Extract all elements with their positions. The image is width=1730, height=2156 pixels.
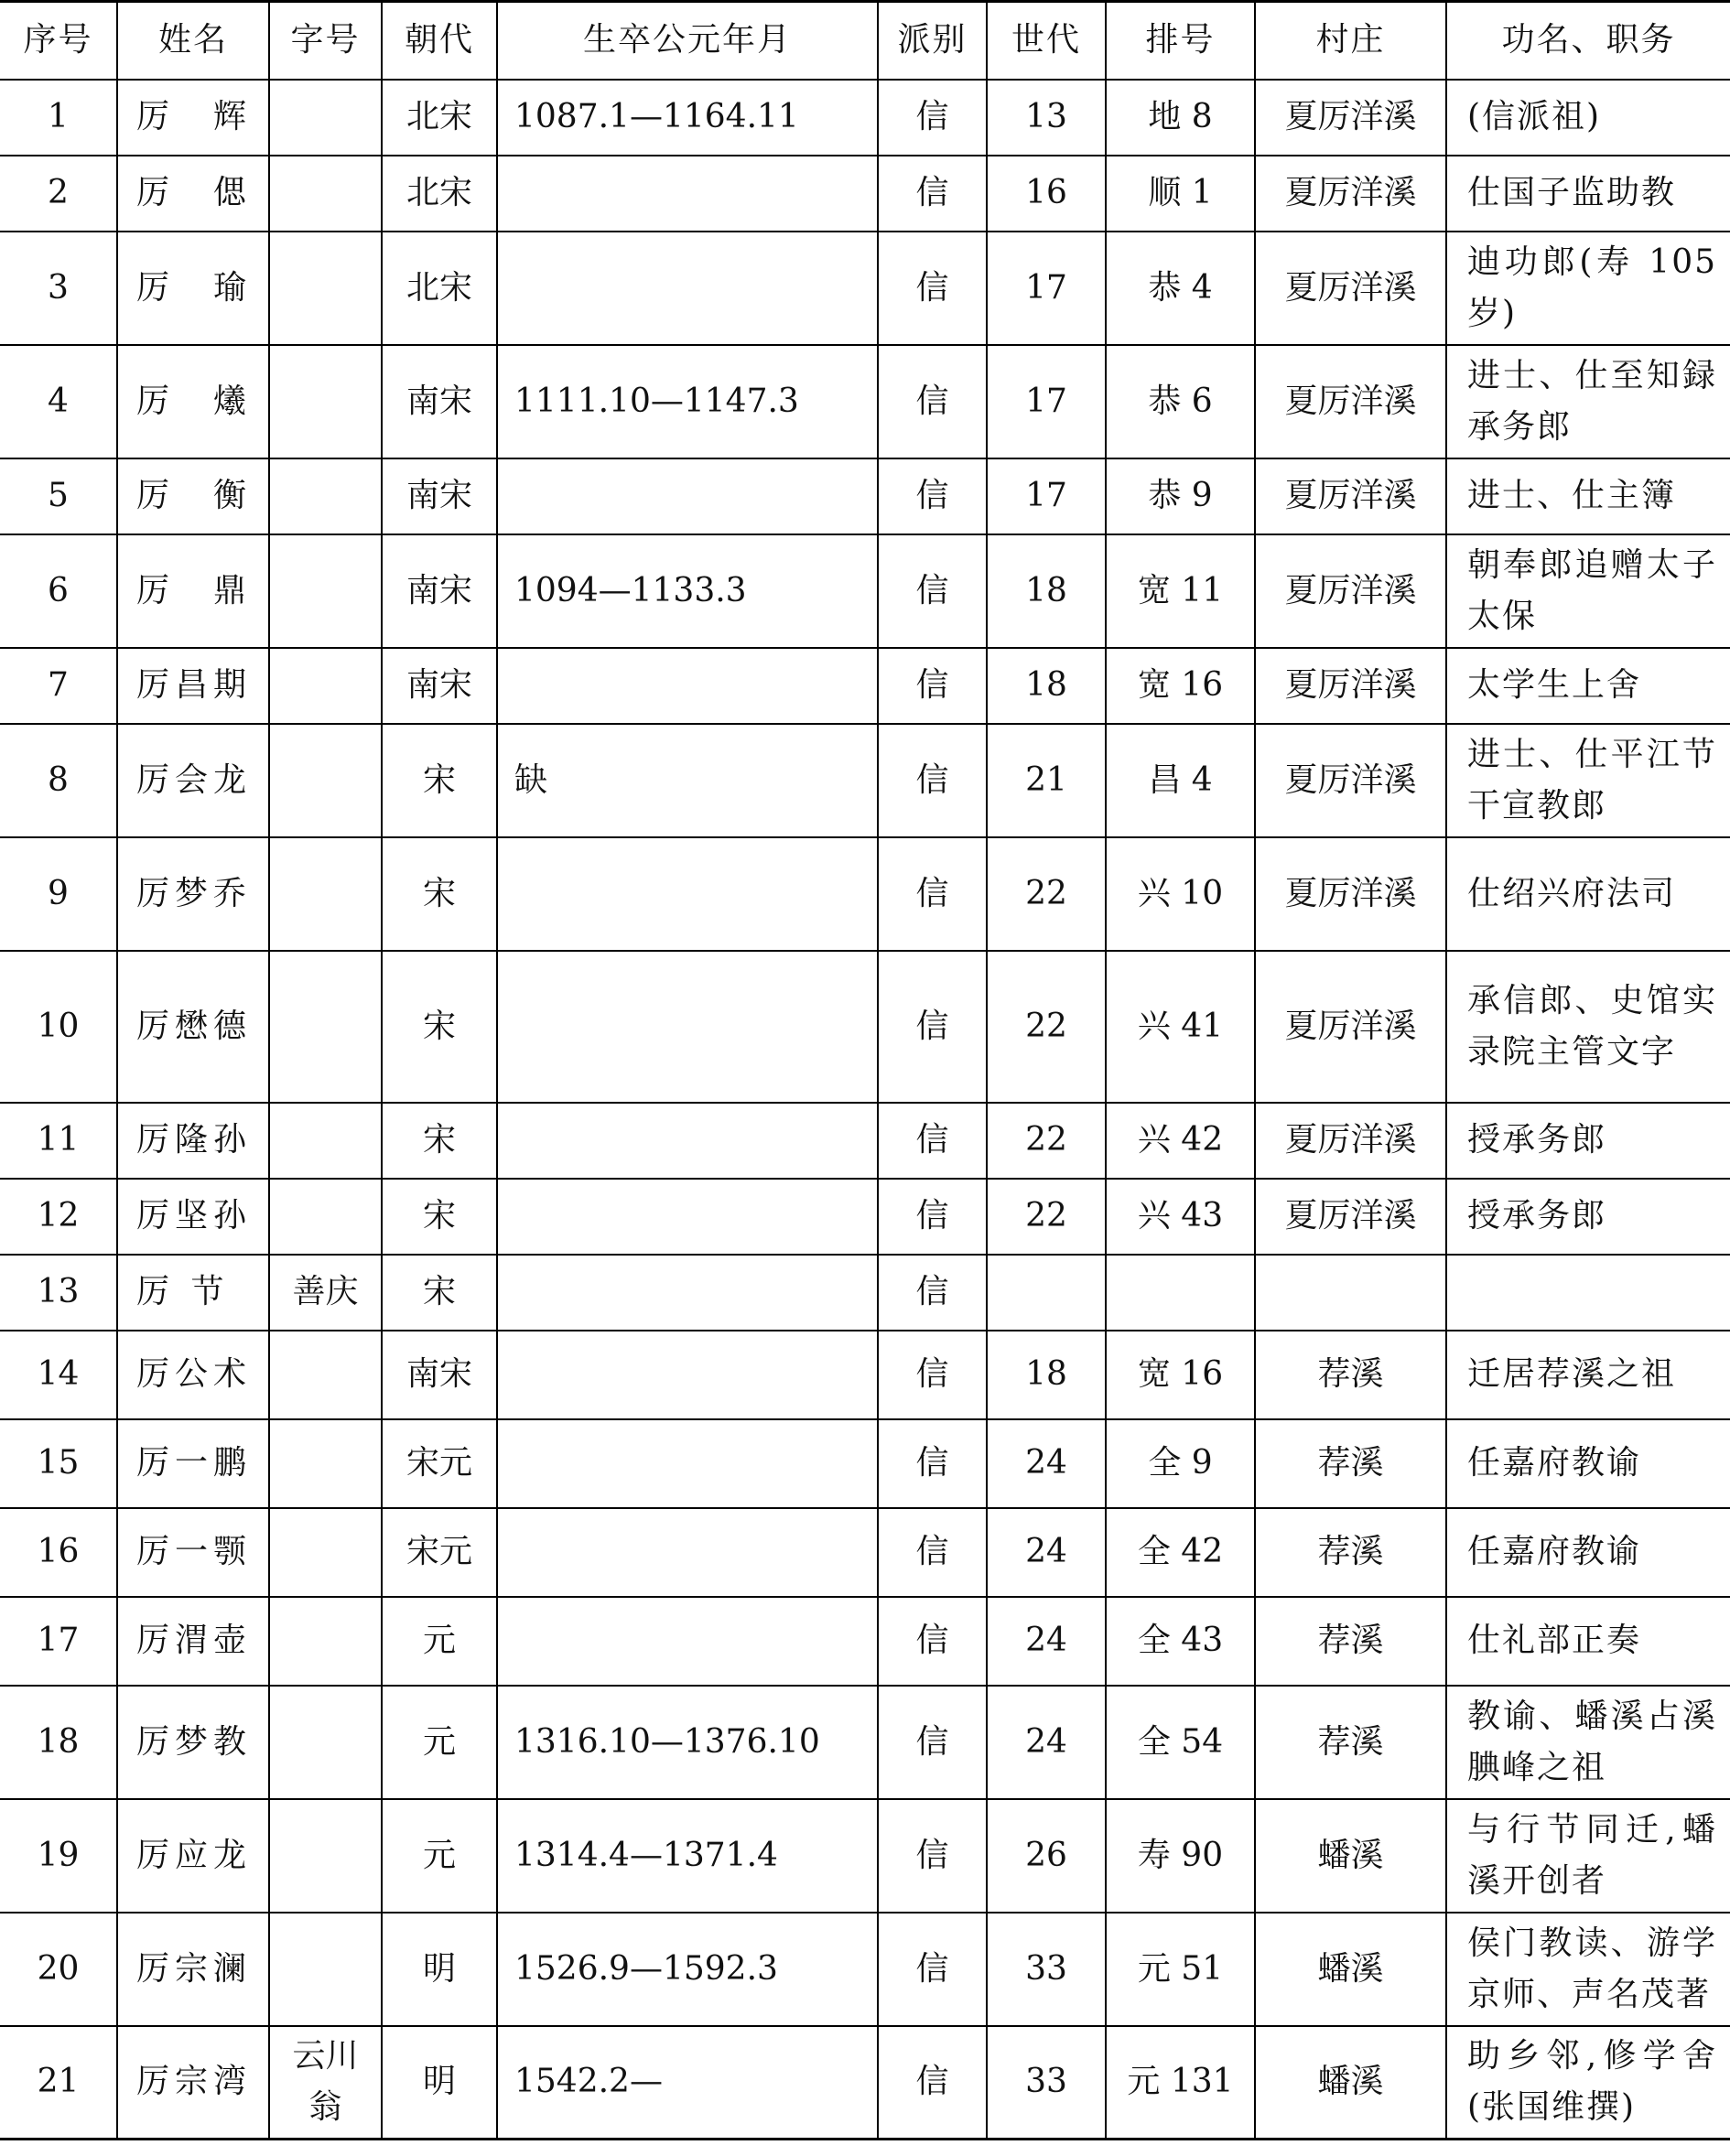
cell-no: 10 bbox=[0, 951, 117, 1103]
cell-generation: 18 bbox=[987, 648, 1106, 724]
cell-branch: 信 bbox=[878, 1103, 987, 1179]
cell-no: 3 bbox=[0, 232, 117, 345]
cell-generation: 33 bbox=[987, 1913, 1106, 2026]
cell-rank: 全 9 bbox=[1106, 1419, 1255, 1508]
cell-generation: 24 bbox=[987, 1686, 1106, 1799]
cell-village: 夏厉洋溪 bbox=[1255, 156, 1446, 232]
cell-courtesy-name bbox=[269, 1913, 382, 2026]
cell-name: 厉公术 bbox=[117, 1331, 269, 1419]
cell-dates bbox=[497, 156, 878, 232]
cell-no: 7 bbox=[0, 648, 117, 724]
table-row bbox=[0, 1686, 1730, 1799]
table-row bbox=[0, 1597, 1730, 1686]
cell-rank: 全 54 bbox=[1106, 1686, 1255, 1799]
cell-dynasty: 南宋 bbox=[382, 458, 497, 534]
cell-courtesy-name bbox=[269, 1686, 382, 1799]
cell-village: 夏厉洋溪 bbox=[1255, 724, 1446, 837]
cell-courtesy-name bbox=[269, 837, 382, 951]
cell-generation: 24 bbox=[987, 1597, 1106, 1686]
cell-duty: (信派祖) bbox=[1446, 80, 1730, 156]
cell-rank: 顺 1 bbox=[1106, 156, 1255, 232]
cell-branch: 信 bbox=[878, 534, 987, 648]
cell-generation: 22 bbox=[987, 1179, 1106, 1255]
cell-courtesy-name bbox=[269, 648, 382, 724]
cell-branch: 信 bbox=[878, 2026, 987, 2140]
cell-village: 荐溪 bbox=[1255, 1419, 1446, 1508]
cell-branch: 信 bbox=[878, 1686, 987, 1799]
cell-name: 厉宗澜 bbox=[117, 1913, 269, 2026]
cell-generation: 13 bbox=[987, 80, 1106, 156]
cell-courtesy-name bbox=[269, 458, 382, 534]
cell-generation: 26 bbox=[987, 1799, 1106, 1913]
cell-dynasty: 南宋 bbox=[382, 1331, 497, 1419]
header-generation: 世代 bbox=[987, 2, 1106, 80]
cell-dynasty: 南宋 bbox=[382, 345, 497, 458]
cell-generation: 33 bbox=[987, 2026, 1106, 2140]
cell-rank: 恭 6 bbox=[1106, 345, 1255, 458]
cell-dates: 1526.9—1592.3 bbox=[497, 1913, 878, 2026]
cell-name: 厉一颚 bbox=[117, 1508, 269, 1597]
cell-dates bbox=[497, 1255, 878, 1331]
cell-village bbox=[1255, 1255, 1446, 1331]
cell-dynasty: 元 bbox=[382, 1799, 497, 1913]
cell-rank: 元 51 bbox=[1106, 1913, 1255, 2026]
cell-no: 14 bbox=[0, 1331, 117, 1419]
cell-duty: 进士、仕平江节干宣教郎 bbox=[1446, 724, 1730, 837]
cell-rank: 兴 43 bbox=[1106, 1179, 1255, 1255]
cell-duty: 任嘉府教谕 bbox=[1446, 1419, 1730, 1508]
cell-generation: 24 bbox=[987, 1508, 1106, 1597]
cell-no: 2 bbox=[0, 156, 117, 232]
header-no: 序号 bbox=[0, 2, 117, 80]
cell-village: 蟠溪 bbox=[1255, 1913, 1446, 2026]
cell-courtesy-name bbox=[269, 1508, 382, 1597]
cell-rank: 兴 42 bbox=[1106, 1103, 1255, 1179]
cell-village: 夏厉洋溪 bbox=[1255, 80, 1446, 156]
cell-no: 13 bbox=[0, 1255, 117, 1331]
table-row bbox=[0, 458, 1730, 534]
cell-duty: 太学生上舍 bbox=[1446, 648, 1730, 724]
header-courtesy-name: 字号 bbox=[269, 2, 382, 80]
cell-duty: 迁居荐溪之祖 bbox=[1446, 1331, 1730, 1419]
cell-dynasty: 宋元 bbox=[382, 1419, 497, 1508]
cell-duty: 助乡邻,修学舍(张国维撰) bbox=[1446, 2026, 1730, 2140]
cell-dynasty: 宋 bbox=[382, 1179, 497, 1255]
table-row bbox=[0, 232, 1730, 345]
cell-no: 17 bbox=[0, 1597, 117, 1686]
cell-generation bbox=[987, 1255, 1106, 1331]
cell-courtesy-name: 云川翁 bbox=[269, 2026, 382, 2140]
cell-village: 夏厉洋溪 bbox=[1255, 951, 1446, 1103]
cell-generation: 22 bbox=[987, 1103, 1106, 1179]
cell-courtesy-name bbox=[269, 1179, 382, 1255]
cell-duty: 进士、仕主簿 bbox=[1446, 458, 1730, 534]
cell-name: 厉梦教 bbox=[117, 1686, 269, 1799]
cell-no: 4 bbox=[0, 345, 117, 458]
cell-branch: 信 bbox=[878, 80, 987, 156]
cell-village: 夏厉洋溪 bbox=[1255, 648, 1446, 724]
cell-rank: 兴 10 bbox=[1106, 837, 1255, 951]
cell-rank: 地 8 bbox=[1106, 80, 1255, 156]
cell-courtesy-name bbox=[269, 1597, 382, 1686]
cell-courtesy-name bbox=[269, 232, 382, 345]
header-village: 村庄 bbox=[1255, 2, 1446, 80]
cell-no: 21 bbox=[0, 2026, 117, 2140]
cell-duty: 仕绍兴府法司 bbox=[1446, 837, 1730, 951]
cell-duty: 仕礼部正奏 bbox=[1446, 1597, 1730, 1686]
cell-rank: 元 131 bbox=[1106, 2026, 1255, 2140]
cell-dates: 1316.10—1376.10 bbox=[497, 1686, 878, 1799]
cell-branch: 信 bbox=[878, 837, 987, 951]
cell-branch: 信 bbox=[878, 1597, 987, 1686]
table-row bbox=[0, 1799, 1730, 1913]
cell-dates bbox=[497, 837, 878, 951]
header-dates: 生卒公元年月 bbox=[497, 2, 878, 80]
cell-dates bbox=[497, 1597, 878, 1686]
cell-village: 夏厉洋溪 bbox=[1255, 1103, 1446, 1179]
cell-name: 厉一鹏 bbox=[117, 1419, 269, 1508]
cell-branch: 信 bbox=[878, 724, 987, 837]
cell-dates bbox=[497, 951, 878, 1103]
cell-name: 厉 辉 bbox=[117, 80, 269, 156]
header-dynasty: 朝代 bbox=[382, 2, 497, 80]
cell-branch: 信 bbox=[878, 1331, 987, 1419]
cell-village: 荐溪 bbox=[1255, 1331, 1446, 1419]
cell-dynasty: 宋元 bbox=[382, 1508, 497, 1597]
cell-generation: 22 bbox=[987, 837, 1106, 951]
cell-no: 19 bbox=[0, 1799, 117, 1913]
cell-name: 厉 节 bbox=[117, 1255, 269, 1331]
cell-name: 厉隆孙 bbox=[117, 1103, 269, 1179]
cell-generation: 18 bbox=[987, 534, 1106, 648]
cell-name: 厉坚孙 bbox=[117, 1179, 269, 1255]
cell-name: 厉 偲 bbox=[117, 156, 269, 232]
cell-branch: 信 bbox=[878, 1255, 987, 1331]
cell-dynasty: 宋 bbox=[382, 724, 497, 837]
cell-courtesy-name bbox=[269, 345, 382, 458]
cell-dates bbox=[497, 1419, 878, 1508]
cell-courtesy-name bbox=[269, 534, 382, 648]
cell-no: 12 bbox=[0, 1179, 117, 1255]
cell-no: 1 bbox=[0, 80, 117, 156]
cell-duty: 授承务郎 bbox=[1446, 1179, 1730, 1255]
cell-courtesy-name bbox=[269, 1331, 382, 1419]
cell-village: 夏厉洋溪 bbox=[1255, 232, 1446, 345]
cell-dates bbox=[497, 458, 878, 534]
cell-dynasty: 明 bbox=[382, 1913, 497, 2026]
cell-village: 夏厉洋溪 bbox=[1255, 458, 1446, 534]
header-name: 姓名 bbox=[117, 2, 269, 80]
cell-name: 厉 衡 bbox=[117, 458, 269, 534]
cell-duty: 朝奉郎追赠太子太保 bbox=[1446, 534, 1730, 648]
cell-village: 夏厉洋溪 bbox=[1255, 837, 1446, 951]
cell-generation: 17 bbox=[987, 232, 1106, 345]
cell-duty bbox=[1446, 1255, 1730, 1331]
cell-dynasty: 宋 bbox=[382, 951, 497, 1103]
cell-rank: 全 42 bbox=[1106, 1508, 1255, 1597]
cell-courtesy-name bbox=[269, 1103, 382, 1179]
cell-duty: 教谕、蟠溪占溪腆峰之祖 bbox=[1446, 1686, 1730, 1799]
cell-name: 厉会龙 bbox=[117, 724, 269, 837]
table-row bbox=[0, 345, 1730, 458]
cell-dates: 1094—1133.3 bbox=[497, 534, 878, 648]
cell-village: 荐溪 bbox=[1255, 1508, 1446, 1597]
cell-branch: 信 bbox=[878, 951, 987, 1103]
table-row bbox=[0, 648, 1730, 724]
cell-rank: 宽 16 bbox=[1106, 648, 1255, 724]
cell-dates: 1314.4—1371.4 bbox=[497, 1799, 878, 1913]
cell-dates bbox=[497, 232, 878, 345]
cell-village: 荐溪 bbox=[1255, 1686, 1446, 1799]
cell-courtesy-name bbox=[269, 724, 382, 837]
cell-courtesy-name bbox=[269, 1419, 382, 1508]
table-row bbox=[0, 1508, 1730, 1597]
cell-rank: 宽 16 bbox=[1106, 1331, 1255, 1419]
cell-rank: 兴 41 bbox=[1106, 951, 1255, 1103]
cell-generation: 17 bbox=[987, 458, 1106, 534]
cell-generation: 17 bbox=[987, 345, 1106, 458]
table-row bbox=[0, 951, 1730, 1103]
cell-branch: 信 bbox=[878, 648, 987, 724]
cell-branch: 信 bbox=[878, 345, 987, 458]
table-row bbox=[0, 1331, 1730, 1419]
table-row bbox=[0, 156, 1730, 232]
cell-no: 11 bbox=[0, 1103, 117, 1179]
cell-village: 夏厉洋溪 bbox=[1255, 345, 1446, 458]
cell-no: 9 bbox=[0, 837, 117, 951]
cell-dates: 1542.2— bbox=[497, 2026, 878, 2140]
cell-name: 厉懋德 bbox=[117, 951, 269, 1103]
cell-rank: 全 43 bbox=[1106, 1597, 1255, 1686]
cell-name: 厉渭壶 bbox=[117, 1597, 269, 1686]
cell-name: 厉 鼎 bbox=[117, 534, 269, 648]
cell-branch: 信 bbox=[878, 1799, 987, 1913]
header-duty: 功名、职务 bbox=[1446, 2, 1730, 80]
cell-duty: 任嘉府教谕 bbox=[1446, 1508, 1730, 1597]
header-branch: 派别 bbox=[878, 2, 987, 80]
cell-dates bbox=[497, 1508, 878, 1597]
table-row bbox=[0, 80, 1730, 156]
cell-branch: 信 bbox=[878, 1508, 987, 1597]
cell-duty: 进士、仕至知録承务郎 bbox=[1446, 345, 1730, 458]
cell-name: 厉 瑜 bbox=[117, 232, 269, 345]
cell-duty: 仕国子监助教 bbox=[1446, 156, 1730, 232]
cell-no: 16 bbox=[0, 1508, 117, 1597]
cell-dynasty: 宋 bbox=[382, 1103, 497, 1179]
cell-name: 厉 爔 bbox=[117, 345, 269, 458]
cell-no: 8 bbox=[0, 724, 117, 837]
cell-branch: 信 bbox=[878, 156, 987, 232]
cell-generation: 21 bbox=[987, 724, 1106, 837]
cell-duty: 承信郎、史馆实录院主管文字 bbox=[1446, 951, 1730, 1103]
header-rank: 排号 bbox=[1106, 2, 1255, 80]
header-row bbox=[0, 2, 1730, 80]
cell-branch: 信 bbox=[878, 1913, 987, 2026]
cell-dynasty: 元 bbox=[382, 1686, 497, 1799]
cell-village: 蟠溪 bbox=[1255, 1799, 1446, 1913]
cell-name: 厉昌期 bbox=[117, 648, 269, 724]
cell-no: 6 bbox=[0, 534, 117, 648]
table-row bbox=[0, 1255, 1730, 1331]
table-row bbox=[0, 1103, 1730, 1179]
cell-dates: 缺 bbox=[497, 724, 878, 837]
table-row bbox=[0, 1419, 1730, 1508]
cell-duty: 迪功郎(寿 105 岁) bbox=[1446, 232, 1730, 345]
table-row bbox=[0, 724, 1730, 837]
cell-rank: 寿 90 bbox=[1106, 1799, 1255, 1913]
table-row bbox=[0, 534, 1730, 648]
cell-name: 厉应龙 bbox=[117, 1799, 269, 1913]
cell-dates: 1087.1—1164.11 bbox=[497, 80, 878, 156]
cell-dynasty: 北宋 bbox=[382, 80, 497, 156]
cell-dynasty: 北宋 bbox=[382, 232, 497, 345]
cell-dates bbox=[497, 1331, 878, 1419]
cell-generation: 22 bbox=[987, 951, 1106, 1103]
cell-branch: 信 bbox=[878, 232, 987, 345]
cell-no: 5 bbox=[0, 458, 117, 534]
cell-dates bbox=[497, 648, 878, 724]
cell-no: 20 bbox=[0, 1913, 117, 2026]
cell-village: 夏厉洋溪 bbox=[1255, 534, 1446, 648]
cell-dynasty: 元 bbox=[382, 1597, 497, 1686]
cell-rank: 昌 4 bbox=[1106, 724, 1255, 837]
cell-courtesy-name bbox=[269, 951, 382, 1103]
cell-courtesy-name: 善庆 bbox=[269, 1255, 382, 1331]
cell-rank: 恭 9 bbox=[1106, 458, 1255, 534]
cell-dynasty: 明 bbox=[382, 2026, 497, 2140]
cell-courtesy-name bbox=[269, 1799, 382, 1913]
cell-rank bbox=[1106, 1255, 1255, 1331]
cell-dynasty: 南宋 bbox=[382, 648, 497, 724]
table-row bbox=[0, 2026, 1730, 2140]
cell-dynasty: 南宋 bbox=[382, 534, 497, 648]
cell-branch: 信 bbox=[878, 1179, 987, 1255]
cell-name: 厉宗湾 bbox=[117, 2026, 269, 2140]
table-body bbox=[0, 80, 1730, 2140]
table-row bbox=[0, 1179, 1730, 1255]
table-row bbox=[0, 837, 1730, 951]
table-row bbox=[0, 1913, 1730, 2026]
cell-rank: 宽 11 bbox=[1106, 534, 1255, 648]
cell-dynasty: 宋 bbox=[382, 837, 497, 951]
cell-dates bbox=[497, 1103, 878, 1179]
cell-dynasty: 宋 bbox=[382, 1255, 497, 1331]
cell-duty: 侯门教读、游学京师、声名茂著 bbox=[1446, 1913, 1730, 2026]
cell-duty: 授承务郎 bbox=[1446, 1103, 1730, 1179]
cell-no: 18 bbox=[0, 1686, 117, 1799]
cell-generation: 24 bbox=[987, 1419, 1106, 1508]
cell-name: 厉梦乔 bbox=[117, 837, 269, 951]
cell-generation: 18 bbox=[987, 1331, 1106, 1419]
cell-branch: 信 bbox=[878, 1419, 987, 1508]
cell-duty: 与行节同迁,蟠溪开创者 bbox=[1446, 1799, 1730, 1913]
cell-rank: 恭 4 bbox=[1106, 232, 1255, 345]
cell-no: 15 bbox=[0, 1419, 117, 1508]
cell-dates bbox=[497, 1179, 878, 1255]
cell-dynasty: 北宋 bbox=[382, 156, 497, 232]
cell-generation: 16 bbox=[987, 156, 1106, 232]
cell-village: 蟠溪 bbox=[1255, 2026, 1446, 2140]
cell-village: 荐溪 bbox=[1255, 1597, 1446, 1686]
cell-dates: 1111.10—1147.3 bbox=[497, 345, 878, 458]
cell-village: 夏厉洋溪 bbox=[1255, 1179, 1446, 1255]
cell-courtesy-name bbox=[269, 80, 382, 156]
cell-courtesy-name bbox=[269, 156, 382, 232]
cell-branch: 信 bbox=[878, 458, 987, 534]
